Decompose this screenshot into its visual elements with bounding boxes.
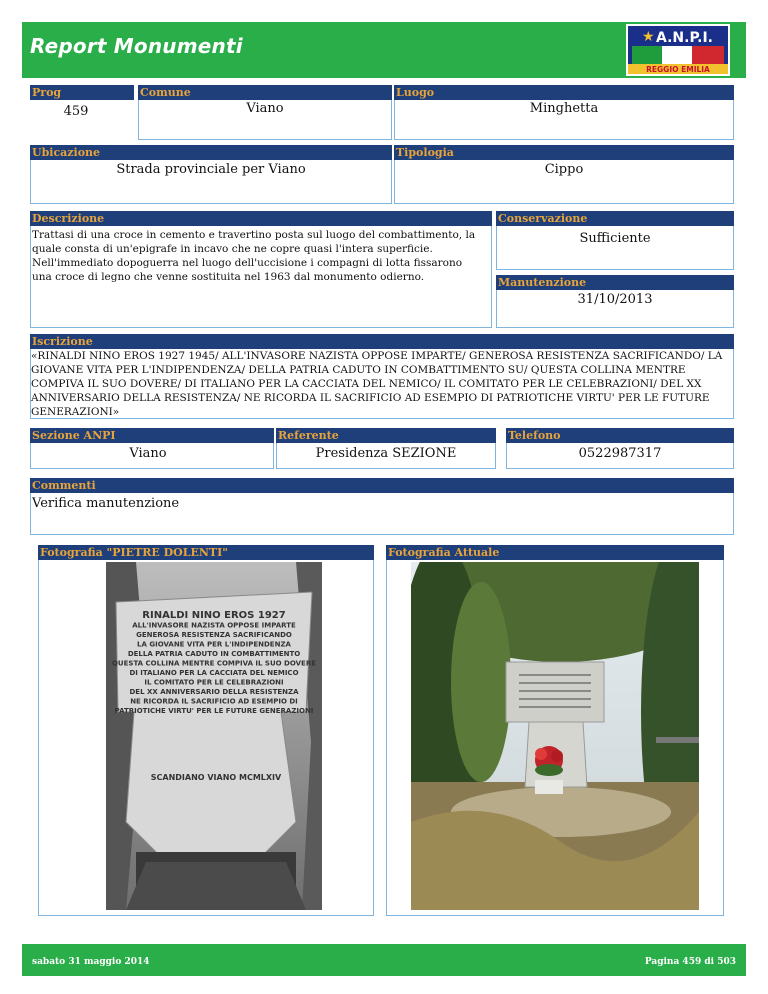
old-stone-line: QUESTA COLLINA MENTRE COMPIVA IL SUO DOVERE xyxy=(111,659,317,668)
old-stone-line: DEL XX ANNIVERSARIO DELLA RESISTENZA xyxy=(129,688,299,696)
iscrizione-value: «RINALDI NINO EROS 1927 1945/ ALL'INVASORE NAZISTA OPPOSE IMPARTE/ GENEROSA RESISTENZA SACRIFICANDO/ LA GIOVANE VITA PER L'INDIPENDENZA/ DELLA PATRIA CADUTO IN COMBATTIMENTO SU/ QUESTA COLLINA MENTRE COMPIVA IL SUO DOVERE/ DI ITALIANO PER LA CACCIATA DEL NEMICO/ IL COMITATO PER LE CELEBRAZIONI/ DEL XX ANNIVERSARIO DELLA RESISTENZA/ NE RICORDA IL SACRIFICIO AD ESEMPIO DI PATRIOTICHE VIRTU' PER LE FUTURE GENERAZIONI» xyxy=(31,350,723,418)
old-photo xyxy=(106,562,322,910)
ubicazione-label: Ubicazione xyxy=(30,145,392,160)
logo-subtitle: REGGIO EMILIA xyxy=(646,65,710,74)
anpi-logo-icon xyxy=(626,24,730,76)
logo-text: A.N.P.I. xyxy=(656,30,713,46)
commenti-value: Verifica manutenzione xyxy=(32,496,180,511)
referente-label: Referente xyxy=(276,428,496,443)
footer-page: Pagina 459 di 503 xyxy=(644,957,736,967)
old-stone-line: LA GIOVANE VITA PER L'INDIPENDENZA xyxy=(137,640,291,649)
old-stone-line: NE RICORDA IL SACRIFICIO AD ESEMPIO DI xyxy=(130,697,298,706)
comune-label: Comune xyxy=(138,85,392,100)
telefono-value: 0522987317 xyxy=(578,446,662,461)
old-stone-line: PATRIOTICHE VIRTU' PER LE FUTURE GENERAZIONI xyxy=(114,707,314,715)
sezione-value: Viano xyxy=(129,446,167,461)
commenti-label: Commenti xyxy=(30,478,734,493)
tipologia-label: Tipologia xyxy=(394,145,734,160)
telefono-label: Telefono xyxy=(506,428,734,443)
new-photo-image xyxy=(411,562,699,910)
manutenzione-label: Manutenzione xyxy=(496,275,734,290)
footer-date: sabato 31 maggio 2014 xyxy=(32,957,150,967)
old-stone-base: SCANDIANO VIANO MCMLXIV xyxy=(150,773,282,782)
old-photo-label: Fotografia "PIETRE DOLENTI" xyxy=(38,545,374,560)
new-photo-label: Fotografia Attuale xyxy=(386,545,724,560)
luogo-value: Minghetta xyxy=(529,101,599,116)
descrizione-label: Descrizione xyxy=(30,211,492,226)
luogo-label: Luogo xyxy=(394,85,734,100)
old-stone-line: RINALDI NINO EROS 1927 xyxy=(142,610,286,621)
old-stone-line: DELLA PATRIA CADUTO IN COMBATTIMENTO xyxy=(127,650,301,658)
sezione-label: Sezione ANPI xyxy=(30,428,274,443)
descrizione-value: Trattasi di una croce in cemento e travertino posta sul luogo del combattimento, la quale consta di un'epigrafe in incavo che ne copre quasi l'intera superficie. Nell'immediato dopoguerra nel luogo dell'uccisione i compagni di lotta fissarono una croce di legno che venne sostituita nel 1963 dal monumento odierno. xyxy=(32,229,476,283)
ubicazione-value: Strada provinciale per Viano xyxy=(116,162,306,177)
logo-star-icon: ★ xyxy=(642,29,655,45)
iscrizione-label: Iscrizione xyxy=(30,334,734,349)
old-photo-image xyxy=(106,562,322,910)
comune-value: Viano xyxy=(246,101,284,116)
conservazione-label: Conservazione xyxy=(496,211,734,226)
prog-label: Prog xyxy=(30,85,134,100)
prog-value: 459 xyxy=(63,104,89,119)
conservazione-value: Sufficiente xyxy=(579,231,651,246)
old-stone-line: IL COMITATO PER LE CELEBRAZIONI xyxy=(144,678,284,687)
referente-value: Presidenza SEZIONE xyxy=(315,446,457,461)
anpi-logo xyxy=(626,24,730,76)
old-stone-line: ALL'INVASORE NAZISTA OPPOSE IMPARTE xyxy=(132,621,296,630)
manutenzione-value: 31/10/2013 xyxy=(577,292,653,307)
old-stone-line: GENEROSA RESISTENZA SACRIFICANDO xyxy=(136,631,292,639)
report-title: Report Monumenti xyxy=(30,34,243,58)
new-photo xyxy=(411,562,699,910)
tipologia-value: Cippo xyxy=(544,162,584,177)
old-stone-line: DI ITALIANO PER LA CACCIATA DEL NEMICO xyxy=(129,669,299,677)
